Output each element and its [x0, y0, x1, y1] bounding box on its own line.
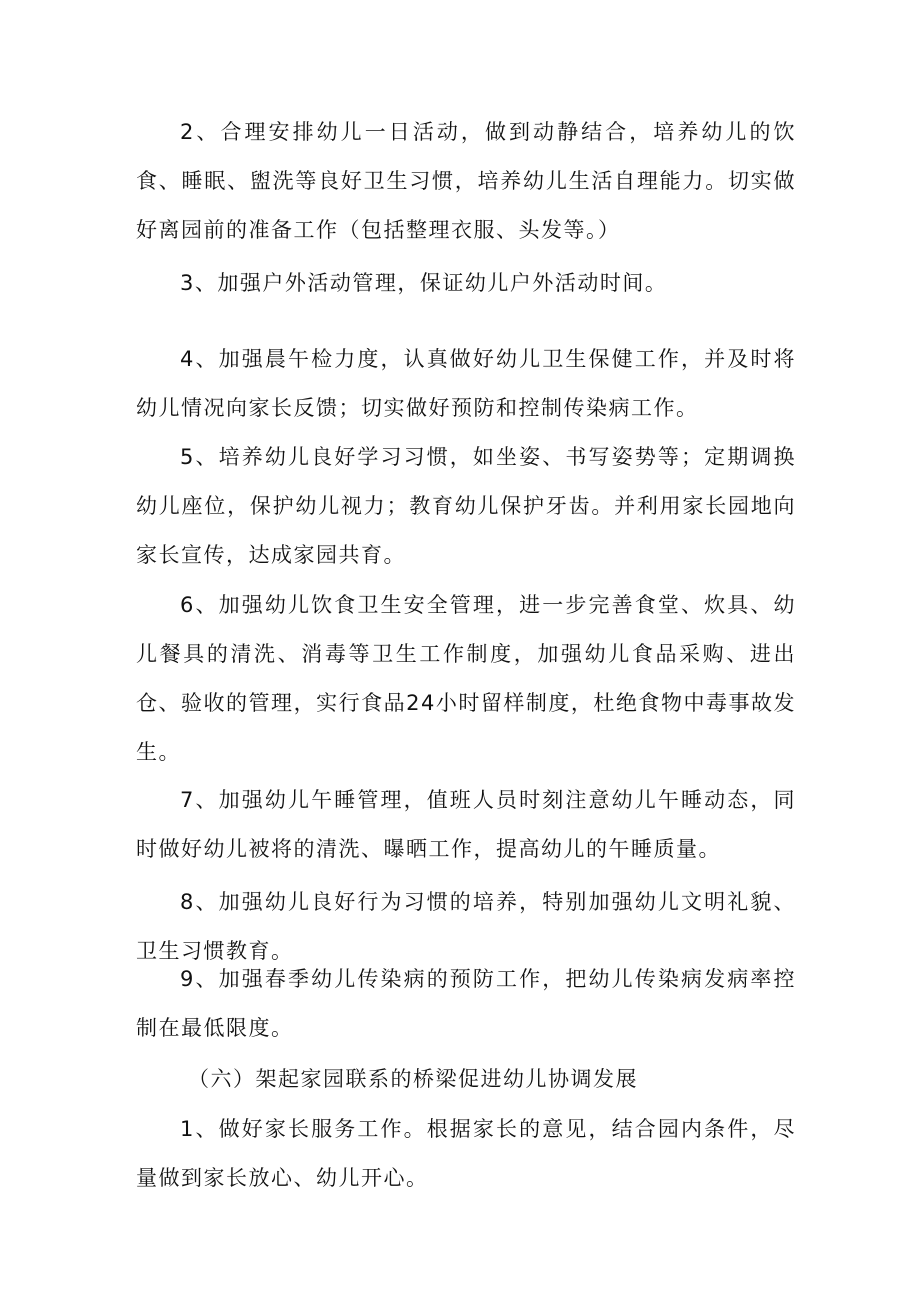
paragraph-3: 3、加强户外活动管理，保证幼儿户外活动时间。 [180, 271, 668, 295]
paragraph-4: 4、加强晨午检力度，认真做好幼儿卫生保健工作，并及时将幼儿情况向家长反馈；切实做好预防和控制传染病工作。 [136, 347, 796, 420]
paragraph-1: 1、做好家长服务工作。根据家长的意见，结合园内条件，尽量做到家长放心、幼儿开心。 [136, 1117, 796, 1190]
paragraph-9: 9、加强春季幼儿传染病的预防工作，把幼儿传染病发病率控制在最低限度。 [136, 967, 796, 1040]
paragraph-8: 8、加强幼儿良好行为习惯的培养，特别加强幼儿文明礼貌、卫生习惯教育。 [136, 890, 796, 963]
section-heading-6: （六）架起家园联系的桥梁促进幼儿协调发展 [188, 1067, 638, 1091]
paragraph-5: 5、培养幼儿良好学习习惯，如坐姿、书写姿势等；定期调换幼儿座位，保护幼儿视力；教育幼儿保护牙齿。并利用家长园地向家长宣传，达成家园共育。 [136, 445, 796, 567]
paragraph-6: 6、加强幼儿饮食卫生安全管理，进一步完善食堂、炊具、幼儿餐具的清洗、消毒等卫生工作制度，加强幼儿食品采购、进出仓、验收的管理，实行食品24小时留样制度，杜绝食物中毒事故发生。 [136, 593, 796, 764]
paragraph-2: 2、合理安排幼儿一日活动，做到动静结合，培养幼儿的饮食、睡眠、盥洗等良好卫生习惯，培养幼儿生活自理能力。切实做好离园前的准备工作（包括整理衣服、头发等。） [136, 120, 796, 242]
paragraph-7: 7、加强幼儿午睡管理，值班人员时刻注意幼儿午睡动态，同时做好幼儿被将的清洗、曝晒工作，提高幼儿的午睡质量。 [136, 788, 796, 861]
